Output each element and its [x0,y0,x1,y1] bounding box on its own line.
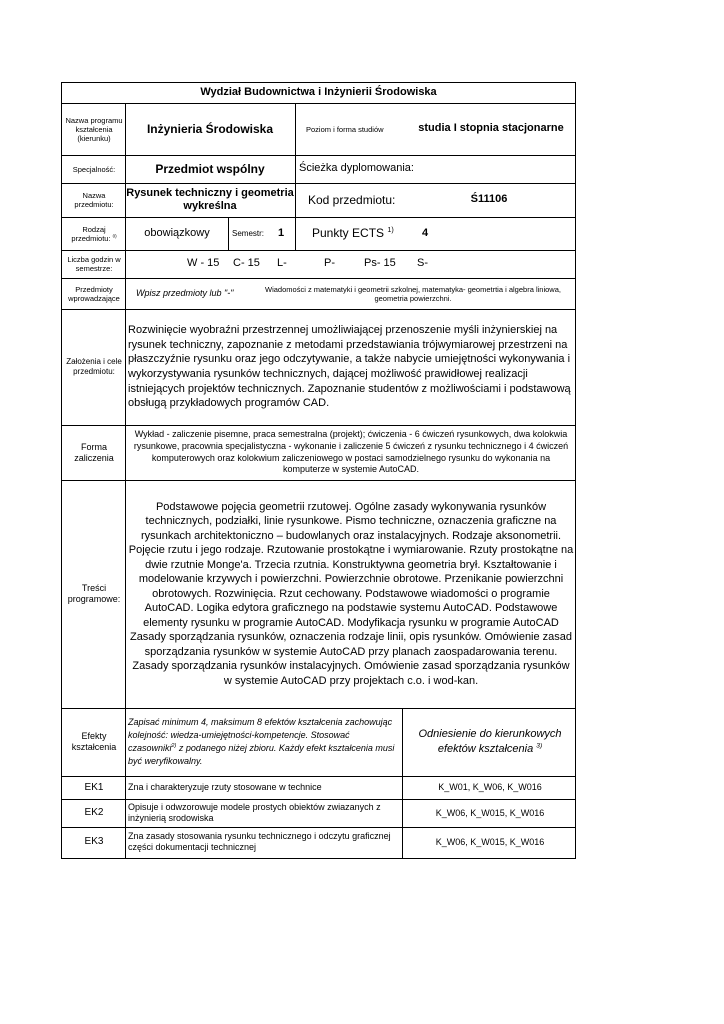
effects-ref-label-text: Odniesienie do kierunkowych efektów kształcenia [418,727,562,755]
subject-value: Rysunek techniczny i geometria wykreślna [126,186,294,212]
content-label: Treści programowe: [67,583,121,604]
code-value: Ś11106 [470,193,508,206]
effects-instruction-a: Zapisać minimum 4, maksimum 8 efektów kształcenia zachowując kolejność: wiedza-umiejętności-kompetencje. Stosować czasowniki [128,716,393,753]
level-label: Poziom i forma studiów [306,124,384,134]
effects-instruction-sup: 2) [171,743,177,749]
hours-c: C- 15 [233,257,260,270]
assessment-value: Wykład - zaliczenie pisemne, praca semestralna (projekt); ćwiczenia - 6 ćwiczeń rysunkowych, dwa kolokwia rysunkowe, pracownia specjalistyczna - wykonanie i zaliczenie 5 ćwiczeń z rysunku technicznego i 4 ćwiczeń komputerowych oraz kolokwium zaliczeniowego w postaci samodzielnego rysunku do wykonania na komputerze w systemie AutoCAD. [133,429,569,475]
ek2-text: Opisuje i odwzorowuje modele prostych obiektów zwiazanych z inżynierią srodowiska [128,802,381,823]
subject-label: Nazwa przedmiotu: [74,191,114,209]
content-value: Podstawowe pojęcia geometrii rzutowej. Ogólne zasady wykonywania rysunków technicznych, podziałki, linie rysunkowe. Pismo techniczne, oznaczenia graficzne na rysunkach architektoniczno – budowlanych oraz instalacyjnych. Rodzaje aksonometrii. Pojęcie rzutu i jego rodzaje. Rzutowanie prostokątne i wymiarowanie. Rzuty prostokątne na dwie rzutnie Monge'a. Trzecia rzutnia. Konstruktywna geometria brył. Kształtowanie i modelowanie krzywych i powierzchni. Powierzchnie obrotowe. Przenikanie powierzchni obrotowych. Rozwinięcia. Rzut cechowany. Podstawowe wiadomości o programie AutoCAD. Logika edytora graficznego na podstawie systemu AutoCAD. Podstawowe elementy rysunku w programie AutoCAD. Modyfikacja rysunku w programie AutoCAD Zasady sporządzania rysunków, oznaczenia rodzaje linii, opis rysunków. Omówienie zasad sporządzania rysunków w systemie AutoCAD przy planach zaospadarowania terenu. Zasady sporządzania rysunków instalacyjnych. Omówienie zasad sporządzania rysunków w systemie AutoCAD przy projektach c.o. i wod-kan. [128,500,574,687]
course-card [61,82,576,859]
effects-ref-label [405,708,575,776]
ek3-text: Zna zasady stosowania rysunku technicznego i odczytu graficznej części dokumentacji technicznej [128,831,391,852]
hours-l: L- [277,257,287,270]
program-value: Inżynieria Środowiska [146,121,274,136]
semester-value: 1 [277,226,285,239]
code-label: Kod przedmiotu: [308,192,396,207]
path-label: Ścieżka dyplomowania: [299,162,414,175]
assessment-label: Forma zaliczenia [74,441,114,463]
hours-w: W - 15 [187,257,220,270]
type-label-text: Rodzaj przedmiotu: [71,224,111,243]
ek2-ref: K_W06, K_W015, K_W016 [435,807,545,818]
prereq-value: Wiadomości z matematyki i geometrii szkolnej, matematyka- geometrtia i algebra liniowa, geometria powierzchni. [265,284,561,303]
hours-ps: Ps- 15 [364,257,396,270]
goals-value: Rozwinięcie wyobraźni przestrzennej umożliwiającej przenoszenie myśli inżynierskiej na rysunek techniczny, zapoznanie z metodami przedstawiania trójwymiarowej przestrzeni na płaszczyźnie rysunku oraz jego odczytywanie, a także nabycie umiejętności wykonywania i wykorzystywania rysunków technicznych, dającej możliwość prawidłowej realizacji istniejących projektów technicznych. Zapoznanie studentów z możliwościami i podstawową obsługą przykładowych programów CAD. [128,324,571,410]
ects-label [312,217,402,250]
ek1-ref: K_W01, K_W06, K_W016 [438,782,542,793]
effects-instruction [128,708,400,776]
specialty-label: Specjalność: [72,164,116,174]
ek1-text: Zna i charakteryzuje rzuty stosowane w technice [128,782,322,793]
effects-label: Efekty kształcenia [71,731,117,752]
type-label-sup: 0) [112,233,117,238]
prereq-label: Przedmioty wprowadzające [68,284,120,303]
ek3-ref: K_W06, K_W015, K_W016 [435,836,545,847]
ects-label-text: Punkty ECTS [312,226,385,241]
ek1-code: EK1 [84,781,104,793]
type-value: obowiązkowy [144,226,210,239]
hours-p: P- [324,257,335,270]
ek3-code: EK3 [84,836,104,847]
level-value: studia I stopnia stacjonarne [418,122,564,135]
hours-s: S- [417,257,428,270]
faculty-title: Wydział Budownictwa i Inżynierii Środowiska [200,86,437,99]
ek2-code: EK2 [84,807,104,818]
program-label: Nazwa programu kształcenia (kierunku) [65,115,123,143]
specialty-value: Przedmiot wspólny [155,161,265,176]
effects-ref-sup: 3) [536,742,543,750]
type-label [64,217,124,250]
semester-label: Semestr: [232,228,265,238]
hours-label: Liczba godzin w semestrze: [67,255,121,273]
ects-value: 4 [421,226,429,239]
effects-instruction-b: z podanego niżej zbioru. Każdy efekt kształcenia musi być weryfikowalny. [128,743,395,767]
goals-label: Założenia i cele przedmiotu: [66,357,122,376]
prereq-placeholder: Wpisz przedmioty lub "-" [136,288,234,299]
ects-sup: 1) [387,225,394,235]
